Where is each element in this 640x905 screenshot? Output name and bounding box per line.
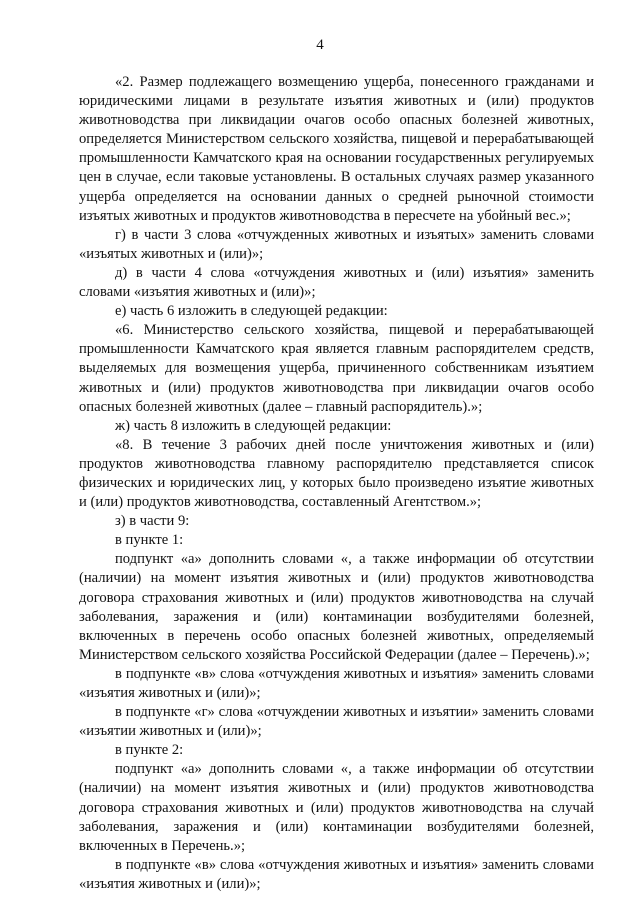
- paragraph-item-d: д) в части 4 слова «отчуждения животных и (или) изъятия» заменить словами «изъятия животных и (или)»;: [79, 264, 594, 301]
- paragraph-item-e: е) часть 6 изложить в следующей редакции:: [115, 303, 388, 320]
- page-number: 4: [316, 37, 324, 53]
- paragraph-point-2-subpoint-v: в подпункте «в» слова «отчуждения животных и изъятия» заменить словами «изъятия животных и (или)»;: [79, 856, 594, 892]
- paragraph-amend-part-2: «2. Размер подлежащего возмещению ущерба, понесенного гражданами и юридическими лицами в результате изъятия животных и (или) продуктов животноводства при ликвидации очагов особо опасных болезней животных, определяется Министерством сельского хозяйства, пищевой и перерабатывающей промышленности Камчатского края на основании государственных регулируемых цен в случае, если таковые установлены. В остальных случаях размер указанного ущерба определяется на основании данных о средней рыночной стоимости изъятых животных и продуктов животноводства в пересчете на убойный вес.»;: [79, 74, 594, 224]
- paragraph-point-1-subpoint-g: в подпункте «г» слова «отчуждении животных и изъятии» заменить словами «изъятии животных и (или)»;: [79, 704, 594, 740]
- paragraph-item-g: г) в части 3 слова «отчужденных животных и изъятых» заменить словами «изъятых животных и (или)»;: [79, 226, 594, 262]
- paragraph-point-1-subpoint-a: подпункт «а» дополнить словами «, а также информации об отсутствии (наличии) на момент изъятия животных и (или) продуктов животноводства договора страхования животных и (или) продуктов животноводства на случай заболевания, заражения и (или) контаминации возбудителями болезней, включенных в перечень особо опасных болезней животных, определяемый Министерством сельского хозяйства Российской Федерации (далее – Перечень).»;: [79, 551, 594, 663]
- paragraph-point-2: в пункте 2:: [115, 742, 184, 759]
- paragraph-item-zh: ж) часть 8 изложить в следующей редакции:: [115, 417, 392, 434]
- paragraph-point-1: в пункте 1:: [115, 532, 184, 549]
- document-body: [79, 73, 594, 894]
- paragraph-amend-part-6: «6. Министерство сельского хозяйства, пищевой и перерабатывающей промышленности Камчатского края является главным распорядителем средств, выделяемых для возмещения ущерба, причиненного собственникам изъятием животных и (или) продуктов животноводства при ликвидации очагов особо опасных болезней животных (далее – главный распорядитель).»;: [79, 322, 594, 415]
- paragraph-item-z: з) в части 9:: [115, 513, 190, 530]
- paragraph-amend-part-8: «8. В течение 3 рабочих дней после уничтожения животных и (или) продуктов животноводства главному распорядителю представляется список физических и юридических лиц, у которых было произведено изъятие животных и (или) продуктов животноводства, составленный Агентством.»;: [79, 436, 594, 511]
- paragraph-point-1-subpoint-v: в подпункте «в» слова «отчуждения животных и изъятия» заменить словами «изъятия животных и (или)»;: [79, 665, 594, 701]
- paragraph-point-2-subpoint-a: подпункт «а» дополнить словами «, а также информации об отсутствии (наличии) на момент изъятия животных и (или) продуктов животноводства договора страхования животных и (или) продуктов животноводства на случай заболевания, заражения и (или) контаминации возбудителями болезней, включенных в Перечень.»;: [79, 761, 594, 854]
